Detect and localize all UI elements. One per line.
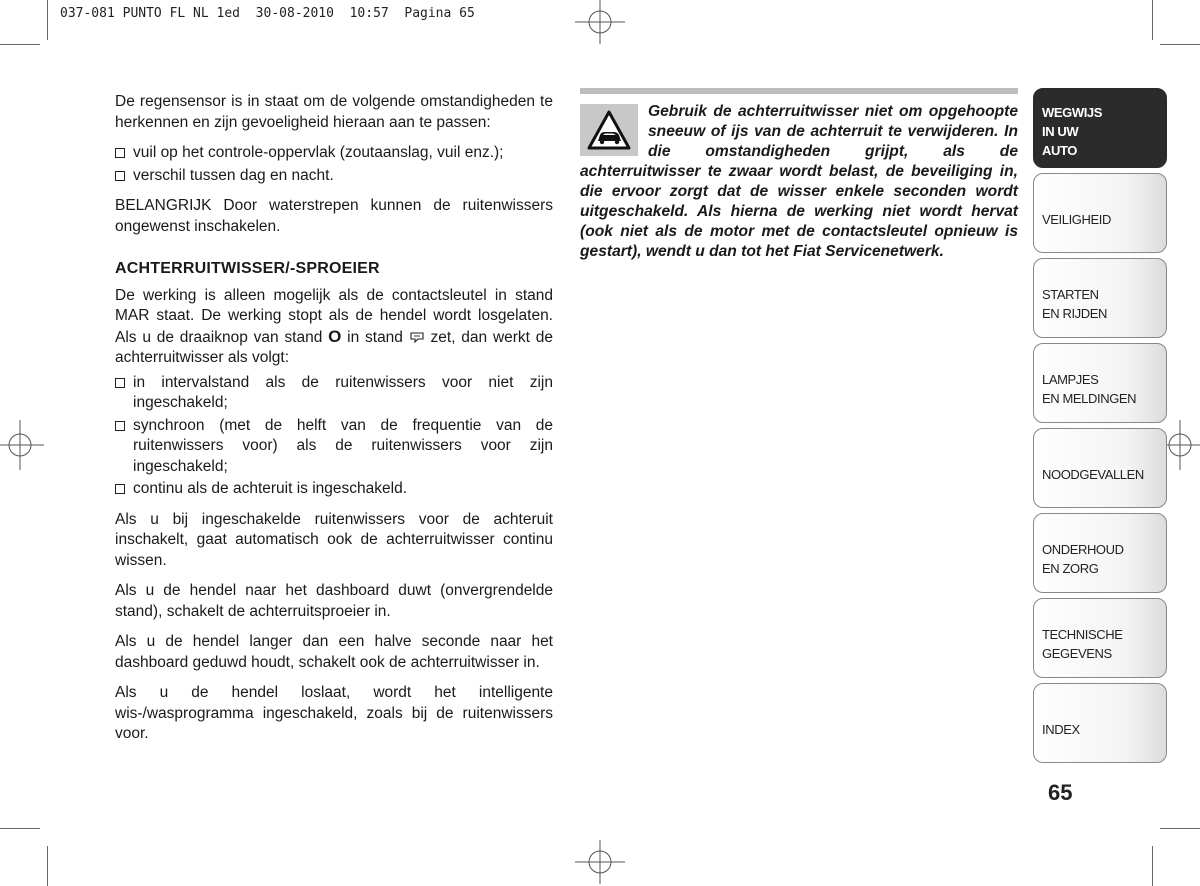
registration-mark-top	[575, 0, 625, 44]
rain-sensor-list	[115, 143, 553, 186]
main-text-column	[115, 92, 553, 755]
checkbox-bullet-icon	[115, 378, 125, 388]
chapter-tabs	[1033, 88, 1167, 768]
list-item: continu als de achteruit is ingeschakeld.	[115, 479, 553, 500]
warning-text: Gebruik de achterruitwisser niet om opgehoopte sneeuw of ijs van de achterruit te verwijderen. In die omstandigheden grijpt, als de achterruitwisser te zwaar wordt belast, de beveiliging in, die ervoor zorgt dat de wisser enkele seconden wordt uitgeschakeld. Als hierna de werking niet wordt hervat (ook niet als de motor met de contactsleutel opnieuw is gestart), wendt u dan tot het Fiat Servicenetwerk.	[580, 103, 1018, 260]
list-item: verschil tussen dag en nacht.	[115, 166, 553, 187]
crop-mark	[47, 846, 48, 886]
tab-noodgevallen[interactable]: NOODGEVALLEN	[1033, 428, 1167, 508]
mode-list	[115, 373, 553, 500]
paragraph-release: Als u de hendel loslaat, wordt het intelligente wis-/wasprogramma ingeschakeld, zoals bij de ruitenwissers voor.	[115, 684, 553, 742]
crop-mark	[47, 0, 48, 40]
list-item: in intervalstand als de ruitenwissers voor niet zijn ingeschakeld;	[115, 373, 553, 414]
tab-onderhoud-en-zorg[interactable]: ONDERHOUD EN ZORG	[1033, 513, 1167, 593]
crop-mark	[1160, 44, 1200, 45]
rain-sensor-intro: De regensensor is in staat om de volgende omstandigheden te herkennen en zijn gevoeligheid hieraan aan te passen:	[115, 93, 553, 131]
tab-wegwijs[interactable]: WEGWIJS IN UW AUTO	[1033, 88, 1167, 168]
tab-veiligheid[interactable]: VEILIGHEID	[1033, 173, 1167, 253]
warning-text-block	[580, 102, 1018, 262]
crop-mark	[0, 44, 40, 45]
tab-index[interactable]: INDEX	[1033, 683, 1167, 763]
registration-mark-left	[0, 420, 44, 470]
checkbox-bullet-icon	[115, 421, 125, 431]
warning-box	[580, 88, 1018, 262]
tab-starten-en-rijden[interactable]: STARTEN EN RIJDEN	[1033, 258, 1167, 338]
paragraph-push: Als u de hendel naar het dashboard duwt (onvergrendelde stand), schakelt de achterruitsproeier in.	[115, 582, 553, 620]
stand-o-label: O	[328, 326, 342, 346]
checkbox-bullet-icon	[115, 171, 125, 181]
paragraph-hold: Als u de hendel langer dan een halve seconde naar het dashboard geduwd houdt, schakelt ook de achterruitwisser in.	[115, 633, 553, 671]
registration-mark-bottom	[575, 840, 625, 884]
tab-technische-gegevens[interactable]: TECHNISCHE GEGEVENS	[1033, 598, 1167, 678]
tab-lampjes-en-meldingen[interactable]: LAMPJES EN MELDINGEN	[1033, 343, 1167, 423]
crop-mark	[1152, 0, 1153, 40]
crop-mark	[0, 828, 40, 829]
crop-mark	[1152, 846, 1153, 886]
paragraph-reverse: Als u bij ingeschakelde ruitenwissers voor de achteruit inschakelt, gaat automatisch ook de achterruitwisser continu wissen.	[115, 510, 553, 569]
checkbox-bullet-icon	[115, 484, 125, 494]
print-header: 037-081 PUNTO FL NL 1ed 30-08-2010 10:57 Pagina 65	[60, 6, 475, 21]
list-item: vuil op het controle-oppervlak (zoutaanslag, vuil enz.);	[115, 143, 553, 164]
crop-mark	[1160, 828, 1200, 829]
section-intro: De werking is alleen mogelijk als de contactsleutel in stand MAR staat. De werking stopt als de hendel wordt losgelaten. Als u de draaiknop van stand O in stand zet, dan werkt de achterruitwisser als volgt:	[115, 286, 554, 366]
page-number: 65	[1048, 780, 1073, 805]
warning-triangle-car-icon	[580, 104, 638, 156]
section-title: ACHTERRUITWISSER/-SPROEIER	[115, 260, 380, 277]
checkbox-bullet-icon	[115, 148, 125, 158]
rear-wiper-icon	[409, 331, 425, 343]
important-note: BELANGRIJK Door waterstrepen kunnen de ruitenwissers ongewenst inschakelen.	[115, 197, 553, 235]
list-item: synchroon (met de helft van de frequentie van de ruitenwissers voor) als de ruitenwissers voor zijn ingeschakeld;	[115, 416, 553, 478]
